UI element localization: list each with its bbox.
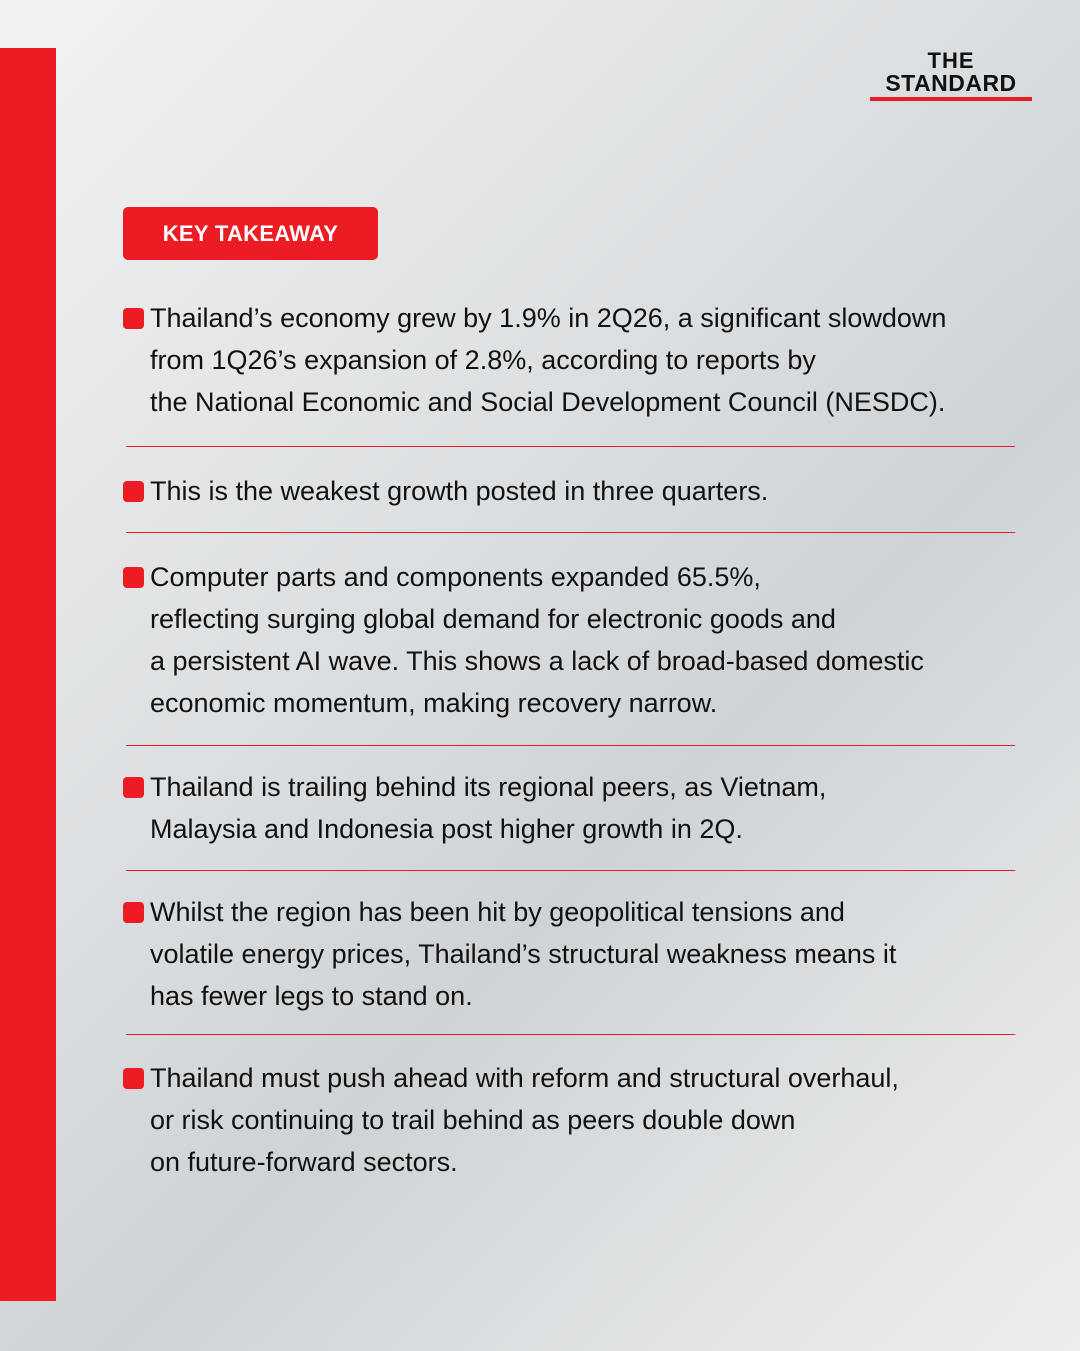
logo-line-standard: STANDARD xyxy=(885,70,1017,96)
bullet-icon xyxy=(123,308,144,329)
divider xyxy=(126,532,1015,533)
takeaway-item xyxy=(123,556,1015,724)
takeaway-text: Thailand’s economy grew by 1.9% in 2Q26, a significant slowdown from 1Q26’s expansion of 2.8%, according to reports by the National Economic and Social Development Council (NESDC). xyxy=(150,303,947,417)
takeaway-item xyxy=(123,470,1015,512)
bullet-icon xyxy=(123,567,144,588)
takeaway-text: Thailand is trailing behind its regional peers, as Vietnam, Malaysia and Indonesia post higher growth in 2Q. xyxy=(150,772,827,844)
key-takeaway-badge: KEY TAKEAWAY xyxy=(123,207,378,260)
takeaway-text: This is the weakest growth posted in three quarters. xyxy=(150,476,769,506)
divider xyxy=(126,446,1015,447)
takeaway-item xyxy=(123,891,1015,1017)
bullet-icon xyxy=(123,777,144,798)
bullet-icon xyxy=(123,902,144,923)
the-standard-logo xyxy=(870,50,1032,101)
bullet-icon xyxy=(123,481,144,502)
takeaway-item xyxy=(123,1057,1015,1183)
divider xyxy=(126,870,1015,871)
left-accent-bar xyxy=(0,48,56,1301)
logo-underline xyxy=(870,97,1032,101)
takeaway-text: Whilst the region has been hit by geopolitical tensions and volatile energy prices, Thailand’s structural weakness means it has fewer legs to stand on. xyxy=(150,897,897,1011)
takeaway-item xyxy=(123,766,1015,850)
takeaway-list xyxy=(123,297,1015,1183)
divider xyxy=(126,745,1015,746)
takeaway-text: Thailand must push ahead with reform and structural overhaul, or risk continuing to trail behind as peers double down on future-forward sectors. xyxy=(150,1063,899,1177)
takeaway-text: Computer parts and components expanded 65.5%, reflecting surging global demand for electronic goods and a persistent AI wave. This shows a lack of broad-based domestic economic momentum, making recovery narrow. xyxy=(150,562,924,718)
divider xyxy=(126,1034,1015,1035)
logo-line-the: THE xyxy=(927,48,975,73)
bullet-icon xyxy=(123,1068,144,1089)
takeaway-item xyxy=(123,297,1015,423)
